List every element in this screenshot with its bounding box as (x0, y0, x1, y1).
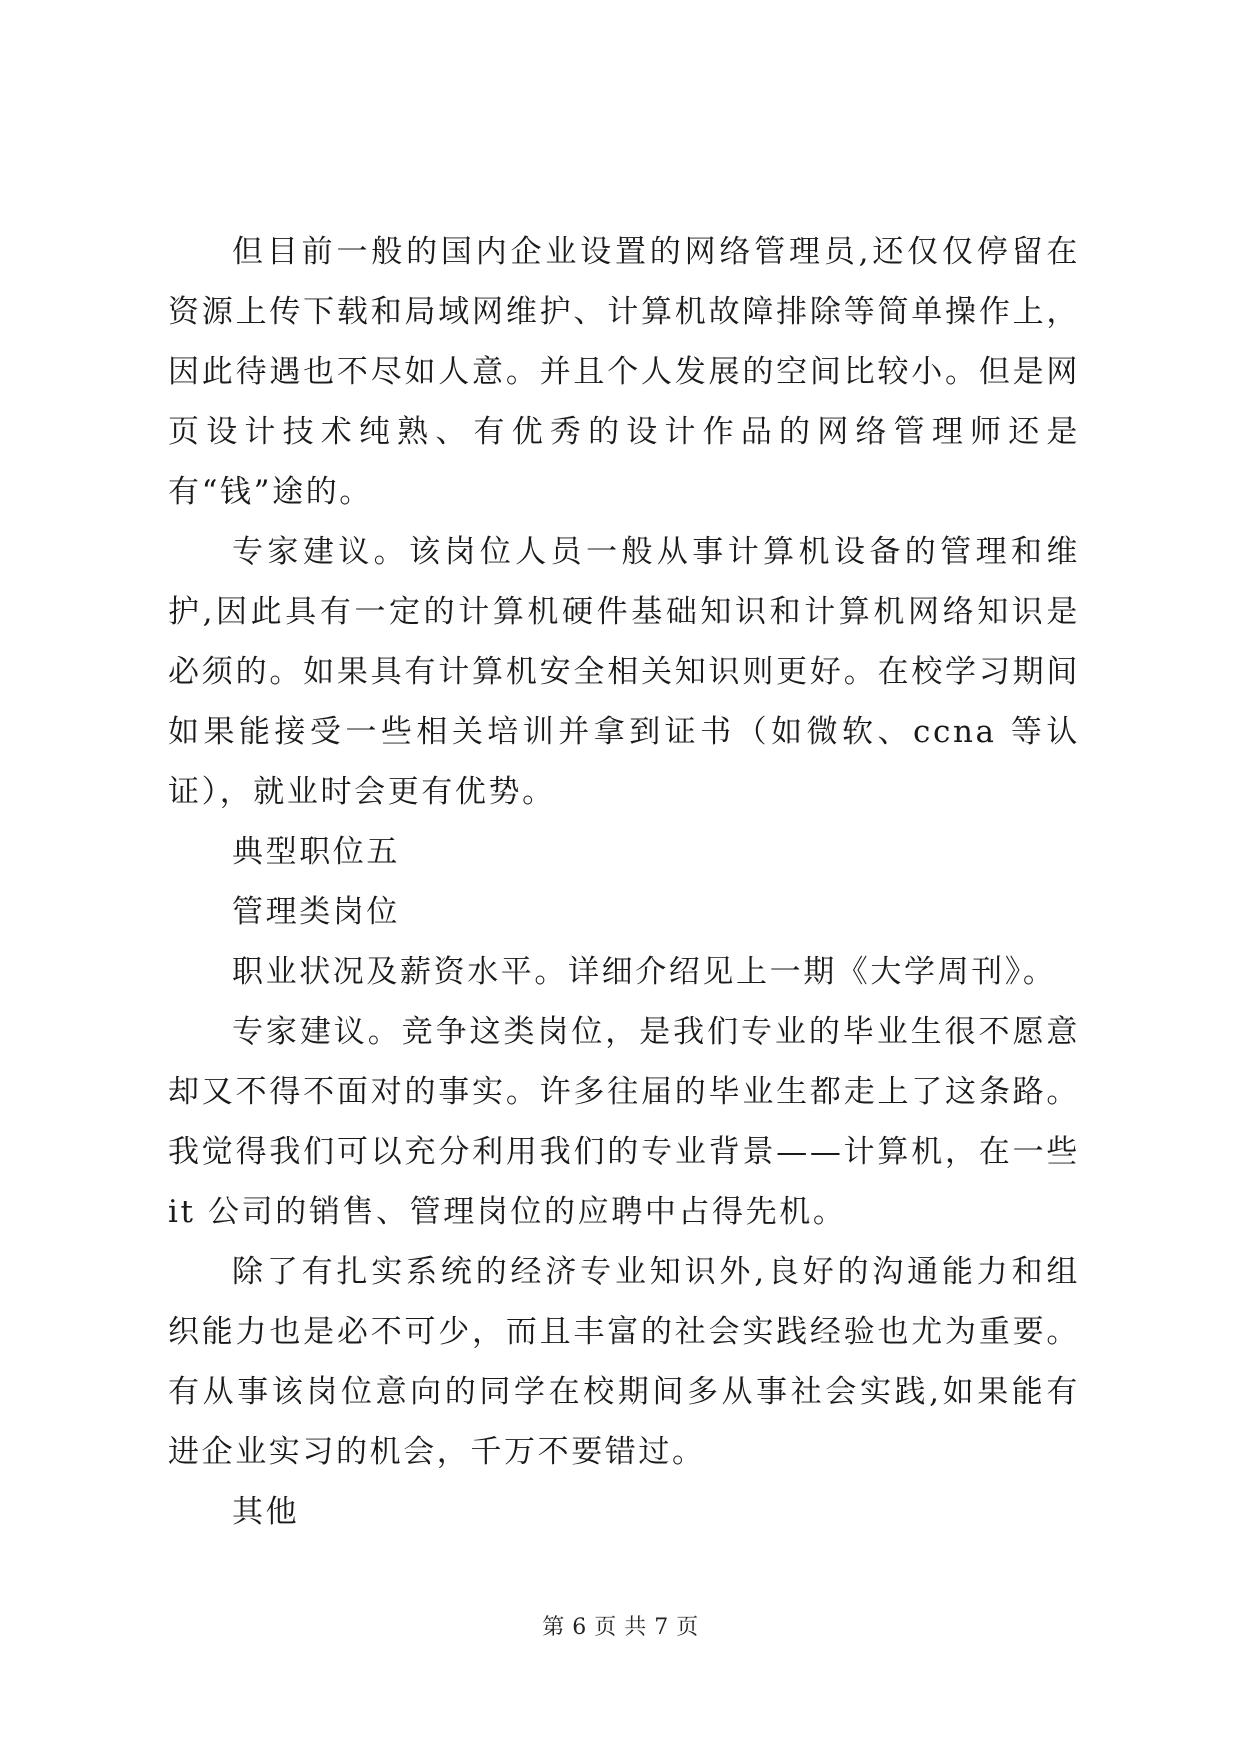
paragraph-network-admin-advice: 专家建议。该岗位人员一般从事计算机设备的管理和维护,因此具有一定的计算机硬件基础知识和计算机网络知识是必须的。如果具有计算机安全相关知识则更好。在校学习期间如果能接受一些相关培训并拿到证书（如微软、ccna 等认证），就业时会更有优势。 (168, 534, 1080, 810)
section-heading-other: 其他 (232, 1494, 300, 1530)
paragraph-network-admin-status: 但目前一般的国内企业设置的网络管理员,还仅仅停留在资源上传下载和局域网维护、计算机故障排除等简单操作上，因此待遇也不尽如人意。并且个人发展的空间比较小。但是网页设计技术纯熟、有优秀的设计作品的网络管理师还是有“钱”途的。 (168, 234, 1080, 510)
document-body (168, 222, 1080, 1542)
page-number-footer: 第 6 页 共 7 页 (542, 1615, 699, 1640)
section-heading-typical-position-five: 典型职位五 (232, 834, 400, 870)
paragraph-management-advice: 专家建议。竞争这类岗位，是我们专业的毕业生很不愿意却又不得不面对的事实。许多往届的毕业生都走上了这条路。我觉得我们可以充分利用我们的专业背景——计算机，在一些 it 公司的销售、管理岗位的应聘中占得先机。 (168, 1014, 1080, 1230)
section-heading-management-positions: 管理类岗位 (232, 894, 400, 930)
paragraph-skills-practice: 除了有扎实系统的经济专业知识外,良好的沟通能力和组织能力也是必不可少，而且丰富的社会实践经验也尤为重要。有从事该岗位意向的同学在校期间多从事社会实践,如果能有进企业实习的机会，千万不要错过。 (168, 1254, 1080, 1470)
paragraph-career-salary: 职业状况及薪资水平。详细介绍见上一期《大学周刊》。 (232, 954, 1057, 990)
